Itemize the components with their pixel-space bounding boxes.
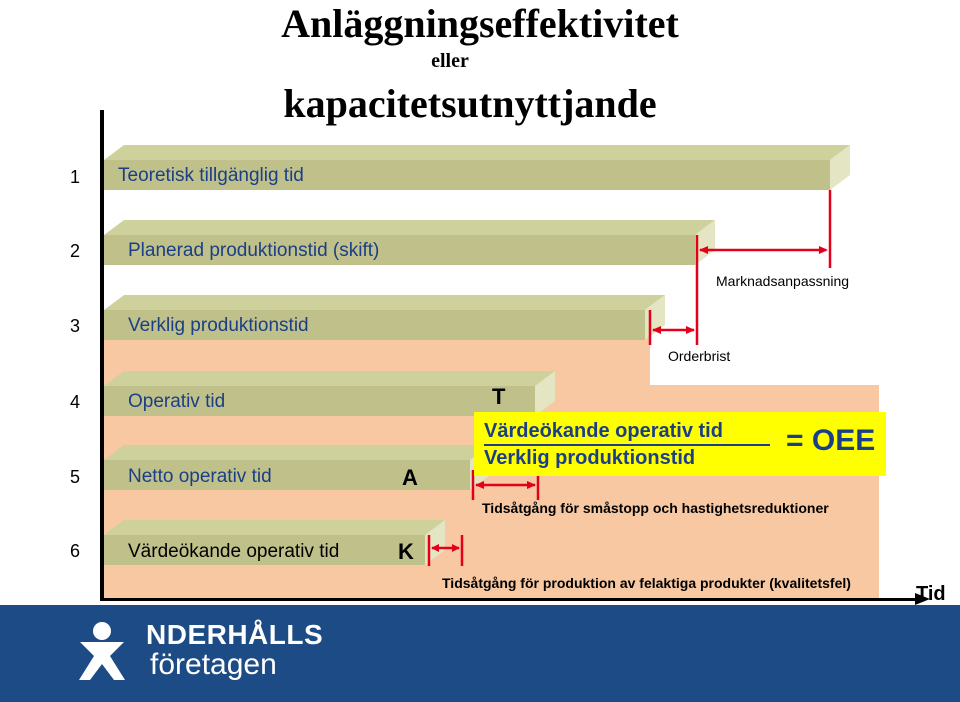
row-number-1: 1: [69, 167, 80, 187]
letter-a: A: [402, 465, 418, 490]
annotation-orderbrist: Orderbrist: [668, 348, 731, 364]
page-title: Anläggningseffektivitet: [281, 1, 679, 46]
row-number-2: 2: [69, 241, 80, 261]
bar-label-row-3: Verklig produktionstid: [128, 315, 309, 336]
page-subtitle: kapacitetsutnyttjande: [283, 81, 657, 126]
bar-label-row-4: Operativ tid: [128, 391, 226, 412]
oee-result: = OEE: [786, 424, 876, 457]
oee-denominator: Verklig produktionstid: [484, 447, 696, 469]
title-connector: eller: [431, 50, 469, 72]
row-number-5: 5: [69, 467, 80, 487]
logo-text-line1: NDERHÅLLS: [146, 619, 324, 650]
bar-label-row-6: Värdeökande operativ tid: [128, 541, 340, 562]
oee-numerator: Värdeökande operativ tid: [484, 420, 723, 442]
annotation-kvalitet: Tidsåtgång för produktion av felaktiga produkter (kvalitetsfel): [442, 575, 851, 591]
row-number-4: 4: [69, 392, 80, 412]
bar-label-row-2: Planerad produktionstid (skift): [128, 240, 380, 261]
bar-label-row-5: Netto operativ tid: [128, 466, 272, 487]
annotation-smastopp: Tidsåtgång för småstopp och hastighetsreduktioner: [482, 500, 829, 516]
annotation-marknadsanpassning: Marknadsanpassning: [716, 273, 850, 289]
letter-k: K: [398, 539, 414, 564]
logo-text-line2: företagen: [150, 648, 277, 681]
row-number-6: 6: [69, 541, 80, 561]
row-number-3: 3: [69, 316, 80, 336]
time-axis-label: Tid: [916, 583, 946, 605]
letter-t: T: [492, 384, 506, 409]
bar-label-row-1: Teoretisk tillgänglig tid: [118, 165, 304, 186]
